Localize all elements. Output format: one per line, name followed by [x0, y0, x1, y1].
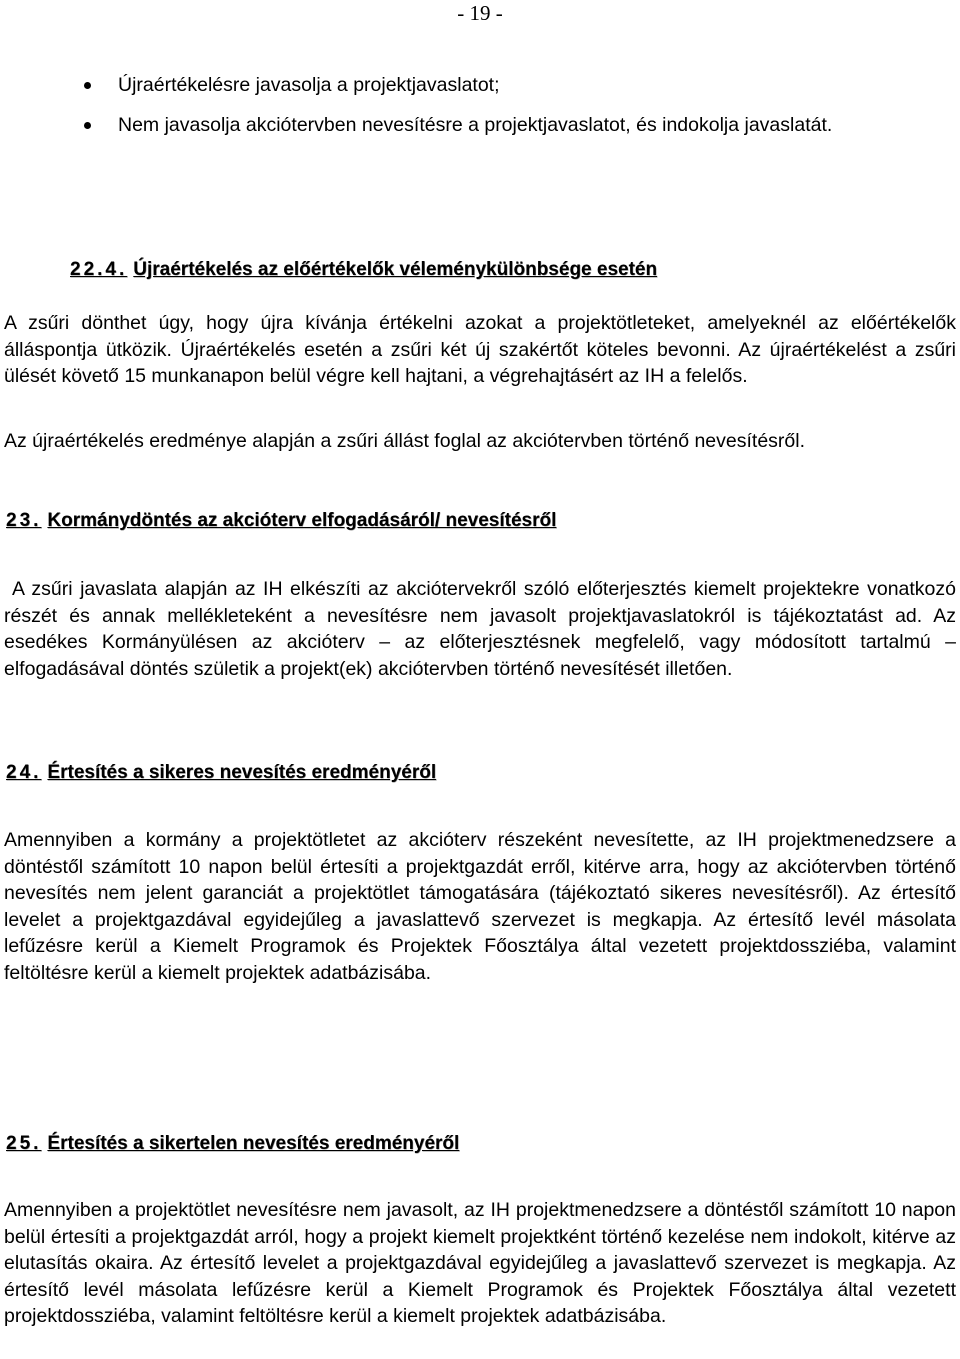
- section-title: Kormánydöntés az akcióterv elfogadásáról/ nevesítésről: [47, 510, 557, 531]
- section-number: 23.: [6, 510, 42, 531]
- section-heading-24: [6, 762, 436, 784]
- section-paragraph: Amennyiben a kormány a projektötletet az akcióterv részeként nevesítette, az IH projektmenedzsere a döntéstől számított 10 napon belül értesíti a projektgazdát erről, kitérve arra, hogy az akciótervben történő nevesítés nem jelent garanciát a projektötlet támogatására (tájékoztató sikeres nevesítésről). Az értesítő levelet a projektgazdával egyidejűleg a javaslattevő szervezet is megkapja. Az értesítő levél másolata lefűzésre kerül a Kiemelt Programok és Projektek Főosztálya által vezetett projektdossziéba, valamint feltöltésre kerül a kiemelt projektek adatbázisába.: [4, 829, 956, 984]
- section-number: 25.: [6, 1133, 42, 1154]
- bullet-text: Nem javasolja akciótervben nevesítésre a projektjavaslatot, és indokolja javaslatát.: [118, 114, 833, 136]
- bullet-item: [84, 72, 956, 98]
- bullet-dot-icon: [84, 82, 91, 89]
- section-number: 24.: [6, 762, 42, 783]
- section-paragraph: Az újraértékelés eredménye alapján a zsűri állást foglal az akciótervben történő nevesítésről.: [4, 430, 806, 452]
- section-heading-25: [6, 1133, 459, 1155]
- section-paragraph: A zsűri dönthet úgy, hogy újra kívánja értékelni azokat a projektötleteket, amelyeknél az előértékelők álláspontja ütközik. Újraértékelés esetén a zsűri két új szakértőt köteles bevonni. Az újraértékelést a zsűri ülését követő 15 munkanapon belül végre kell hajtani, a végrehajtásért az IH a felelős.: [4, 312, 956, 387]
- bullet-list: [84, 72, 956, 152]
- section-title: Újraértékelés az előértékelők véleménykülönbsége esetén: [133, 259, 658, 280]
- section-paragraph: Amennyiben a projektötlet nevesítésre nem javasolt, az IH projektmenedzsere a döntéstől számított 10 napon belül értesíti a projektgazdát arról, hogy a projekt kiemelt projektként történő kezelése nem indokolt, kitérve az elutasítás okaira. Az értesítő levelet a projektgazdával egyidejűleg a javaslattevő szervezet is megkapja. Az értesítő levél másolata lefűzésre kerül a Kiemelt Programok és Projektek Főosztálya által vezetett projektdossziéba, valamint feltöltésre kerül a kiemelt projektek adatbázisába.: [4, 1199, 956, 1327]
- section-title: Értesítés a sikertelen nevesítés eredményéről: [47, 1133, 460, 1154]
- section-heading-22-4: [70, 259, 657, 281]
- page-number: - 19 -: [457, 1, 503, 25]
- bullet-dot-icon: [84, 122, 91, 129]
- section-heading-23: [6, 510, 556, 532]
- section-number: 22.4.: [70, 259, 128, 280]
- section-title: Értesítés a sikeres nevesítés eredményéről: [47, 762, 437, 783]
- bullet-item: [84, 112, 956, 138]
- section-paragraph: A zsűri javaslata alapján az IH elkészíti az akciótervekről szóló előterjesztés kiemelt projektekre vonatkozó részét és annak mellékleteként a nevesítésre nem javasolt projektjavaslatokról is tájékoztatást ad. Az esedékes Kormányülésen az akcióterv – az előterjesztésnek megfelelő, vagy módosított tartalmú – elfogadásával döntés születik a projekt(ek) akciótervben történő nevesítését illetően.: [4, 578, 956, 680]
- bullet-text: Újraértékelésre javasolja a projektjavaslatot;: [118, 74, 500, 96]
